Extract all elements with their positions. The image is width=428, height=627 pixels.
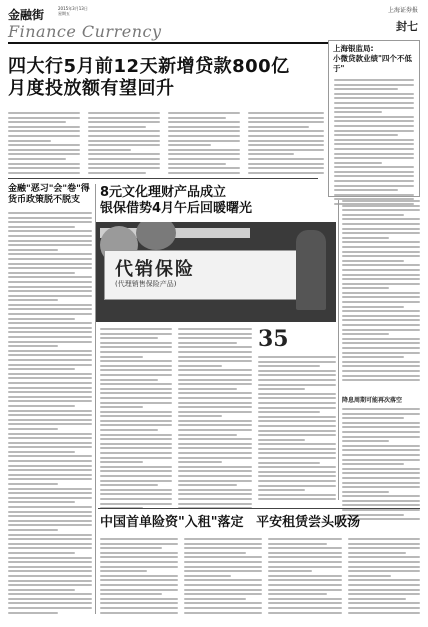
left-story-body: [8, 212, 92, 614]
meta-date: 2015年3月13日: [58, 6, 88, 11]
section-title-english: Finance Currency: [8, 22, 162, 41]
sidebar-body: [329, 77, 419, 207]
photo-banner-subtext: (代理销售保险产品): [115, 280, 177, 288]
big-number-callout: 35: [258, 326, 289, 352]
sidebar-title: [329, 41, 419, 77]
news-photo: [96, 222, 336, 322]
lead-col-3: [168, 112, 240, 174]
sidebar-box: [328, 40, 420, 197]
bottom-story-headline-part1: 中国首单险资"入租"落定: [100, 515, 244, 530]
right-col-body-upper: [342, 200, 420, 381]
photo-person-silhouette: [296, 230, 326, 310]
bottom-story-col-2: [184, 538, 262, 614]
photo-banner: [104, 250, 316, 300]
photo-story-headline-line2: 银保借势4月午后回暖曙光: [100, 201, 253, 216]
left-story-headline-line1: 金融"恶习"会"卷"得: [8, 184, 90, 194]
sidebar-title-line1: 上海银监局:: [333, 44, 374, 53]
lead-col-2: [88, 112, 160, 174]
masthead-meta: [58, 6, 88, 16]
bottom-story-headline-part2: 平安租赁尝头吸汤: [256, 515, 361, 530]
sidebar-title-line2: 小微贷款业绩"四个不低于": [333, 54, 412, 73]
left-story-headline-line2: 货币政策脱不脱支: [8, 195, 81, 205]
bottom-story-headline: [100, 515, 370, 531]
meta-weekday: 星期五: [58, 11, 70, 16]
bottom-story-col-3: [268, 538, 342, 614]
bottom-story-col-1: [100, 538, 178, 614]
photo-story-headline: [100, 185, 330, 217]
bottom-story-col-4: [348, 538, 420, 614]
lead-col-4: [248, 112, 324, 174]
right-lower-headline: 降息周期可能再次落空: [342, 397, 403, 404]
lead-col-1: [8, 112, 80, 174]
left-story-headline: [8, 184, 92, 206]
bottom-story-rule: [98, 508, 420, 509]
photo-circle-shape-2: [136, 222, 176, 250]
column-divider-right: [338, 200, 339, 500]
lead-headline-line1: 四大行5月前12天新增贷款800亿: [8, 56, 290, 77]
photo-banner-text: 代销保险: [115, 259, 195, 280]
masthead-brand: 金融街: [8, 8, 45, 22]
lead-byline-rule: [8, 108, 326, 110]
photo-story-headline-line1: 8元文化理财产品成立: [100, 185, 227, 200]
lead-headline-line2: 月度投放额有望回升: [8, 78, 175, 99]
lead-bottom-rule: [8, 178, 318, 179]
right-col-body-lower: [342, 408, 420, 520]
lead-headline: [8, 56, 318, 100]
page-label: 封七: [396, 20, 418, 33]
photo-story-col-3: [258, 356, 336, 500]
photo-story-col-1: [100, 328, 172, 509]
photo-story-col-2: [178, 328, 252, 509]
paper-name: 上海证券报: [387, 7, 418, 14]
